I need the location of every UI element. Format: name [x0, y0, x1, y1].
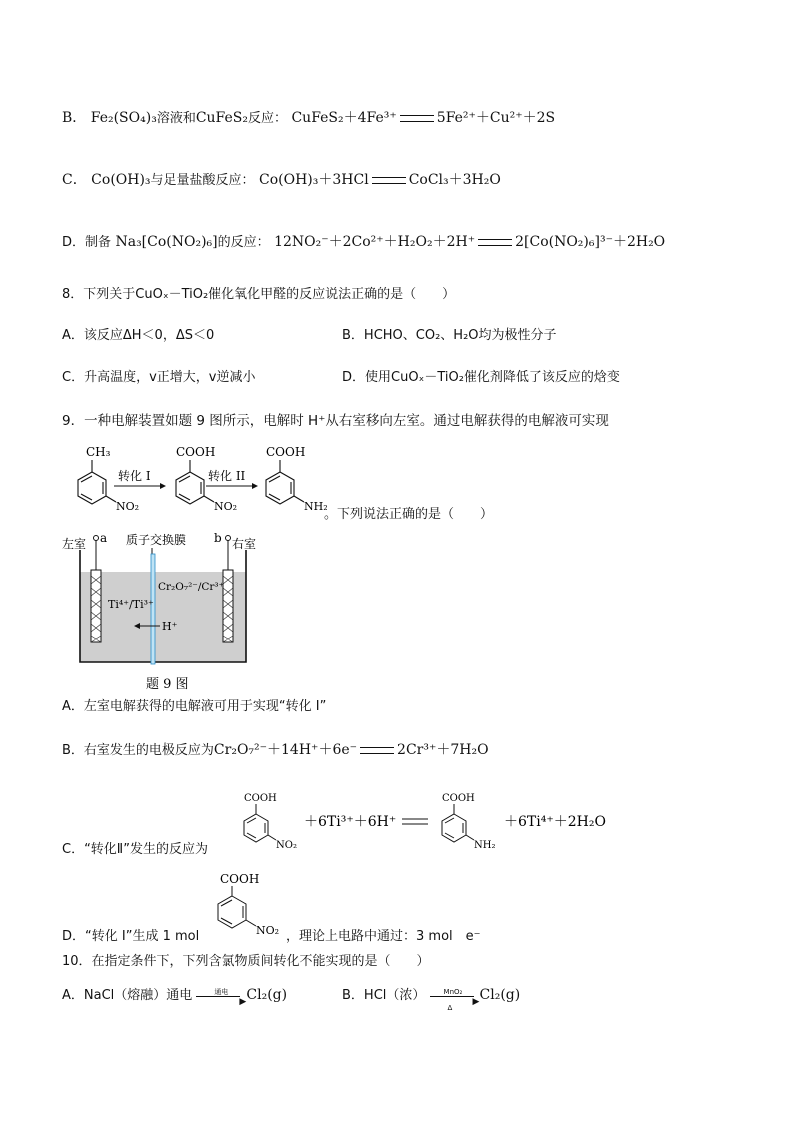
q8-option-b: B．HCHO、CO₂、H₂O均为极性分子 — [342, 328, 557, 343]
scheme-m1-top: CH₃ — [86, 445, 111, 459]
q9-stem-tail: 。下列说法正确的是（ ） — [324, 507, 494, 522]
hplus-label: H⁺ — [162, 620, 178, 633]
arrow-right-icon: MnO₂ ▶ Δ — [430, 986, 480, 1006]
q9-option-d-label: D．“转化 I”生成 1 mol — [62, 929, 200, 944]
benzene-ring-icon — [218, 886, 256, 928]
c-right: ＋6Ti⁴⁺＋2H₂O — [504, 814, 606, 830]
q9-option-d-tail: ，理论上电路中通过：3 mol e⁻ — [286, 929, 481, 944]
q9-option-c-label: C．“转化Ⅱ”发生的反应为 — [62, 842, 208, 857]
right-couple-label: Cr₂O₇²⁻/Cr³⁺ — [158, 581, 225, 593]
scheme-arrow2-label: 转化 II — [208, 469, 246, 483]
q9-option-a: A．左室电解获得的电解液可用于实现“转化 I” — [62, 699, 327, 714]
q7-option-d: D．制备 Na₃[Co(NO₂)₆]的反应： 12NO₂⁻＋2Co²⁺＋H₂O₂＋2H⁺ 2[Co(NO₂)₆]³⁻＋2H₂O — [62, 234, 666, 250]
q9-option-d-structure — [208, 870, 288, 940]
scheme-m1-sub: NO₂ — [116, 500, 140, 513]
equals-sign-icon — [372, 177, 406, 184]
left-couple-label: Ti⁴⁺/Ti³⁺ — [108, 598, 154, 611]
q8-option-a: A．该反应ΔH＜0，ΔS＜0 — [62, 328, 215, 343]
q9-electrolysis-figure — [60, 528, 270, 696]
right-room-label: 右室 — [232, 537, 257, 551]
electrode-a-label: a — [100, 531, 108, 545]
benzene-ring-icon — [266, 460, 304, 504]
benzene-ring-icon — [442, 804, 474, 842]
q9-stem: 9．一种电解装置如题 9 图所示，电解时 H⁺从右室移向左室。通过电解获得的电解液可实现 — [62, 413, 609, 429]
scheme-arrow1-label: 转化 I — [118, 469, 151, 483]
scheme-m2-sub: NO₂ — [214, 500, 238, 513]
c-p1-top: COOH — [442, 793, 475, 804]
q10-option-b: B．HCl（浓） MnO₂ ▶ Δ Cl₂(g) — [342, 987, 521, 1012]
arrow-right-icon — [252, 483, 258, 489]
q7-option-b: B． Fe₂(SO₄)₃溶液和CuFeS₂反应： CuFeS₂＋4Fe³⁺ 5Fe²⁺＋Cu²⁺＋2S — [62, 110, 556, 126]
membrane-label: 质子交换膜 — [126, 533, 187, 547]
left-room-label: 左室 — [62, 537, 87, 551]
arrow-right-icon: 通电 ▶ — [196, 986, 246, 1006]
d-sub: NO₂ — [256, 924, 280, 937]
arrow-right-icon — [160, 483, 166, 489]
scheme-m3-sub: NH₂ — [304, 500, 328, 513]
c-r1-sub: NO₂ — [276, 840, 297, 851]
q9-option-b: B．右室发生的电极反应为Cr₂O₇²⁻＋14H⁺＋6e⁻ 2Cr³⁺＋7H₂O — [62, 742, 489, 758]
c-mid: ＋6Ti³⁺＋6H⁺ — [304, 814, 397, 830]
equals-sign-icon — [478, 239, 512, 246]
d-top: COOH — [220, 872, 260, 886]
electrode-b-label: b — [214, 531, 222, 545]
equals-sign-icon — [360, 747, 394, 754]
figure-caption: 题 9 图 — [146, 677, 189, 692]
q8-option-c: C．升高温度，v正增大，v逆减小 — [62, 370, 256, 385]
benzene-ring-icon — [78, 460, 116, 504]
c-r1-top: COOH — [244, 793, 277, 804]
q10-option-a: A．NaCl（熔融）通电 通电 ▶ Cl₂(g) — [62, 987, 288, 1007]
scheme-m3-top: COOH — [266, 445, 306, 459]
q10-stem: 10．在指定条件下，下列含氯物质间转化不能实现的是（ ） — [62, 954, 430, 969]
q9-option-c-equation — [232, 788, 612, 858]
q8-stem: 8．下列关于CuOₓ－TiO₂催化氧化甲醛的反应说法正确的是（ ） — [62, 287, 456, 302]
scheme-m2-top: COOH — [176, 445, 216, 459]
q8-option-d: D．使用CuOₓ－TiO₂催化剂降低了该反应的焓变 — [342, 370, 620, 385]
c-p1-sub: NH₂ — [474, 840, 496, 851]
q7-option-c: C． Co(OH)₃与足量盐酸反应： Co(OH)₃＋3HCl CoCl₃＋3H₂O — [62, 172, 501, 188]
benzene-ring-icon — [244, 804, 276, 842]
equals-sign-icon — [400, 115, 434, 122]
